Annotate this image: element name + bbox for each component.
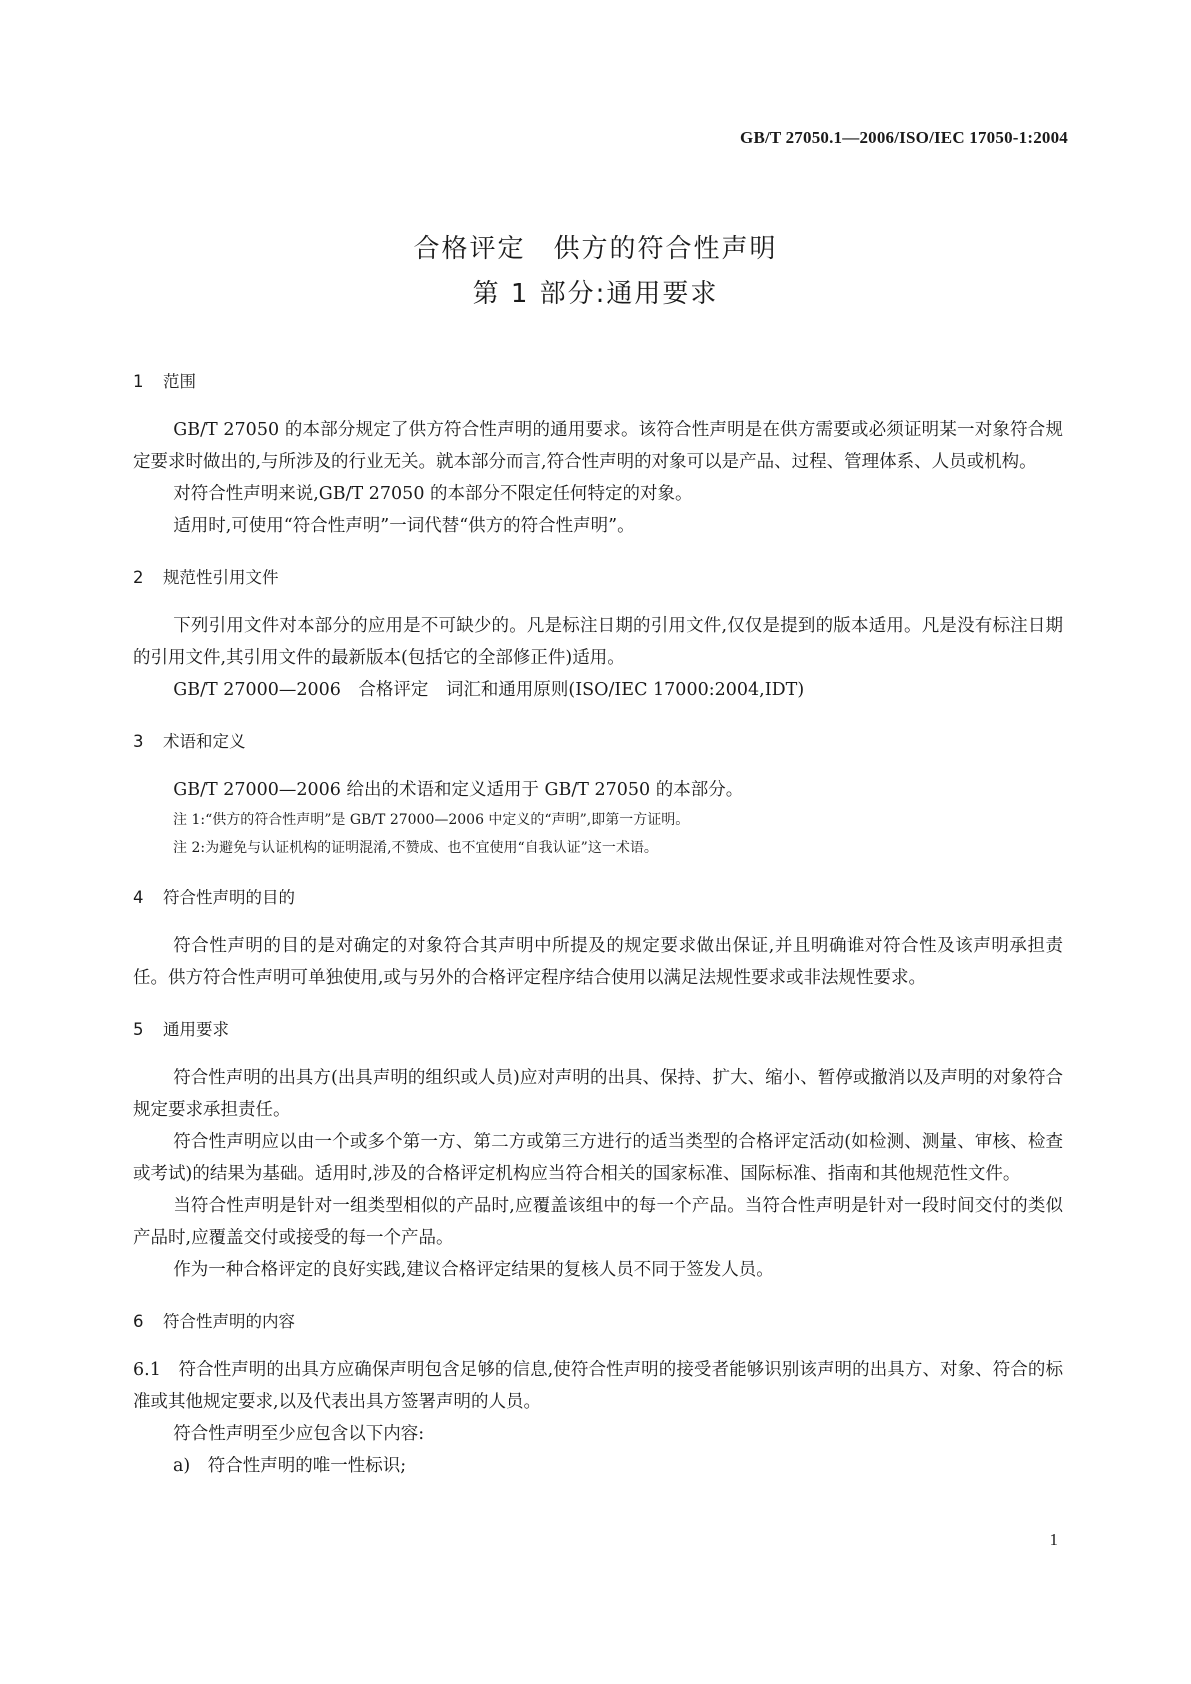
section-number: 1 — [133, 372, 144, 391]
list-item: a) 符合性声明的唯一性标识; — [173, 1456, 407, 1476]
paragraph: 符合性声明的出具方(出具声明的组织或人员)应对声明的出具、保持、扩大、缩小、暂停或撤消以及声明的对象符合规定要求承担责任。 — [133, 1068, 1063, 1120]
section-number: 5 — [133, 1020, 144, 1039]
section-1-heading — [133, 368, 1063, 396]
document-subtitle: 第 1 部分:通用要求 — [472, 279, 719, 309]
section-number: 3 — [133, 732, 144, 751]
page-number: 1 — [1049, 1530, 1058, 1549]
section-3-heading — [133, 728, 1063, 756]
note: 注 2:为避免与认证机构的证明混淆,不赞成、也不宜使用“自我认证”这一术语。 — [173, 840, 658, 856]
section-title: 规范性引用文件 — [163, 568, 279, 587]
section-number: 6 — [133, 1312, 144, 1331]
section-title: 通用要求 — [163, 1020, 229, 1039]
paragraph: 符合性声明至少应包含以下内容: — [173, 1424, 425, 1444]
note: 注 1:“供方的符合性声明”是 GB/T 27000—2006 中定义的“声明”,即第一方证明。 — [173, 812, 690, 828]
paragraph: 符合性声明应以由一个或多个第一方、第二方或第三方进行的适当类型的合格评定活动(如检测、测量、审核、检查或考试)的结果为基础。适用时,涉及的合格评定机构应当符合相关的国家标准、国际标准、指南和其他规范性文件。 — [133, 1132, 1063, 1184]
standard-code-header: GB/T 27050.1—2006/ISO/IEC 17050-1:2004 — [740, 128, 1068, 147]
paragraph: 符合性声明的目的是对确定的对象符合其声明中所提及的规定要求做出保证,并且明确谁对符合性及该声明承担责任。供方符合性声明可单独使用,或与另外的合格评定程序结合使用以满足法规性要求或非法规性要求。 — [133, 936, 1063, 988]
section-title: 范围 — [163, 372, 196, 391]
section-number: 2 — [133, 568, 144, 587]
paragraph: GB/T 27050 的本部分规定了供方符合性声明的通用要求。该符合性声明是在供方需要或必须证明某一对象符合规定要求时做出的,与所涉及的行业无关。就本部分而言,符合性声明的对象可以是产品、过程、管理体系、人员或机构。 — [133, 420, 1063, 472]
paragraph: 作为一种合格评定的良好实践,建议合格评定结果的复核人员不同于签发人员。 — [173, 1260, 774, 1280]
section-title: 符合性声明的目的 — [163, 888, 295, 907]
section-2-heading — [133, 564, 1063, 592]
paragraph: 对符合性声明来说,GB/T 27050 的本部分不限定任何特定的对象。 — [173, 484, 693, 504]
clause-6-1: 6.1 符合性声明的出具方应确保声明包含足够的信息,使符合性声明的接受者能够识别该声明的出具方、对象、符合的标准或其他规定要求,以及代表出具方签署声明的人员。 — [133, 1360, 1063, 1412]
section-5-heading — [133, 1016, 1063, 1044]
paragraph: 当符合性声明是针对一组类型相似的产品时,应覆盖该组中的每一个产品。当符合性声明是针对一段时间交付的类似产品时,应覆盖交付或接受的每一个产品。 — [133, 1196, 1063, 1248]
section-title: 符合性声明的内容 — [163, 1312, 295, 1331]
normative-reference: GB/T 27000—2006 合格评定 词汇和通用原则(ISO/IEC 17000:2004,IDT) — [173, 680, 805, 700]
section-number: 4 — [133, 888, 144, 907]
section-title: 术语和定义 — [163, 732, 246, 751]
paragraph: 下列引用文件对本部分的应用是不可缺少的。凡是标注日期的引用文件,仅仅是提到的版本适用。凡是没有标注日期的引用文件,其引用文件的最新版本(包括它的全部修正件)适用。 — [133, 616, 1063, 668]
document-title: 合格评定 供方的符合性声明 — [413, 234, 778, 264]
section-4-heading — [133, 884, 1063, 912]
document-body — [133, 368, 1063, 1482]
paragraph: GB/T 27000—2006 给出的术语和定义适用于 GB/T 27050 的本部分。 — [173, 780, 744, 800]
paragraph: 适用时,可使用“符合性声明”一词代替“供方的符合性声明”。 — [173, 516, 635, 536]
section-6-heading — [133, 1308, 1063, 1336]
